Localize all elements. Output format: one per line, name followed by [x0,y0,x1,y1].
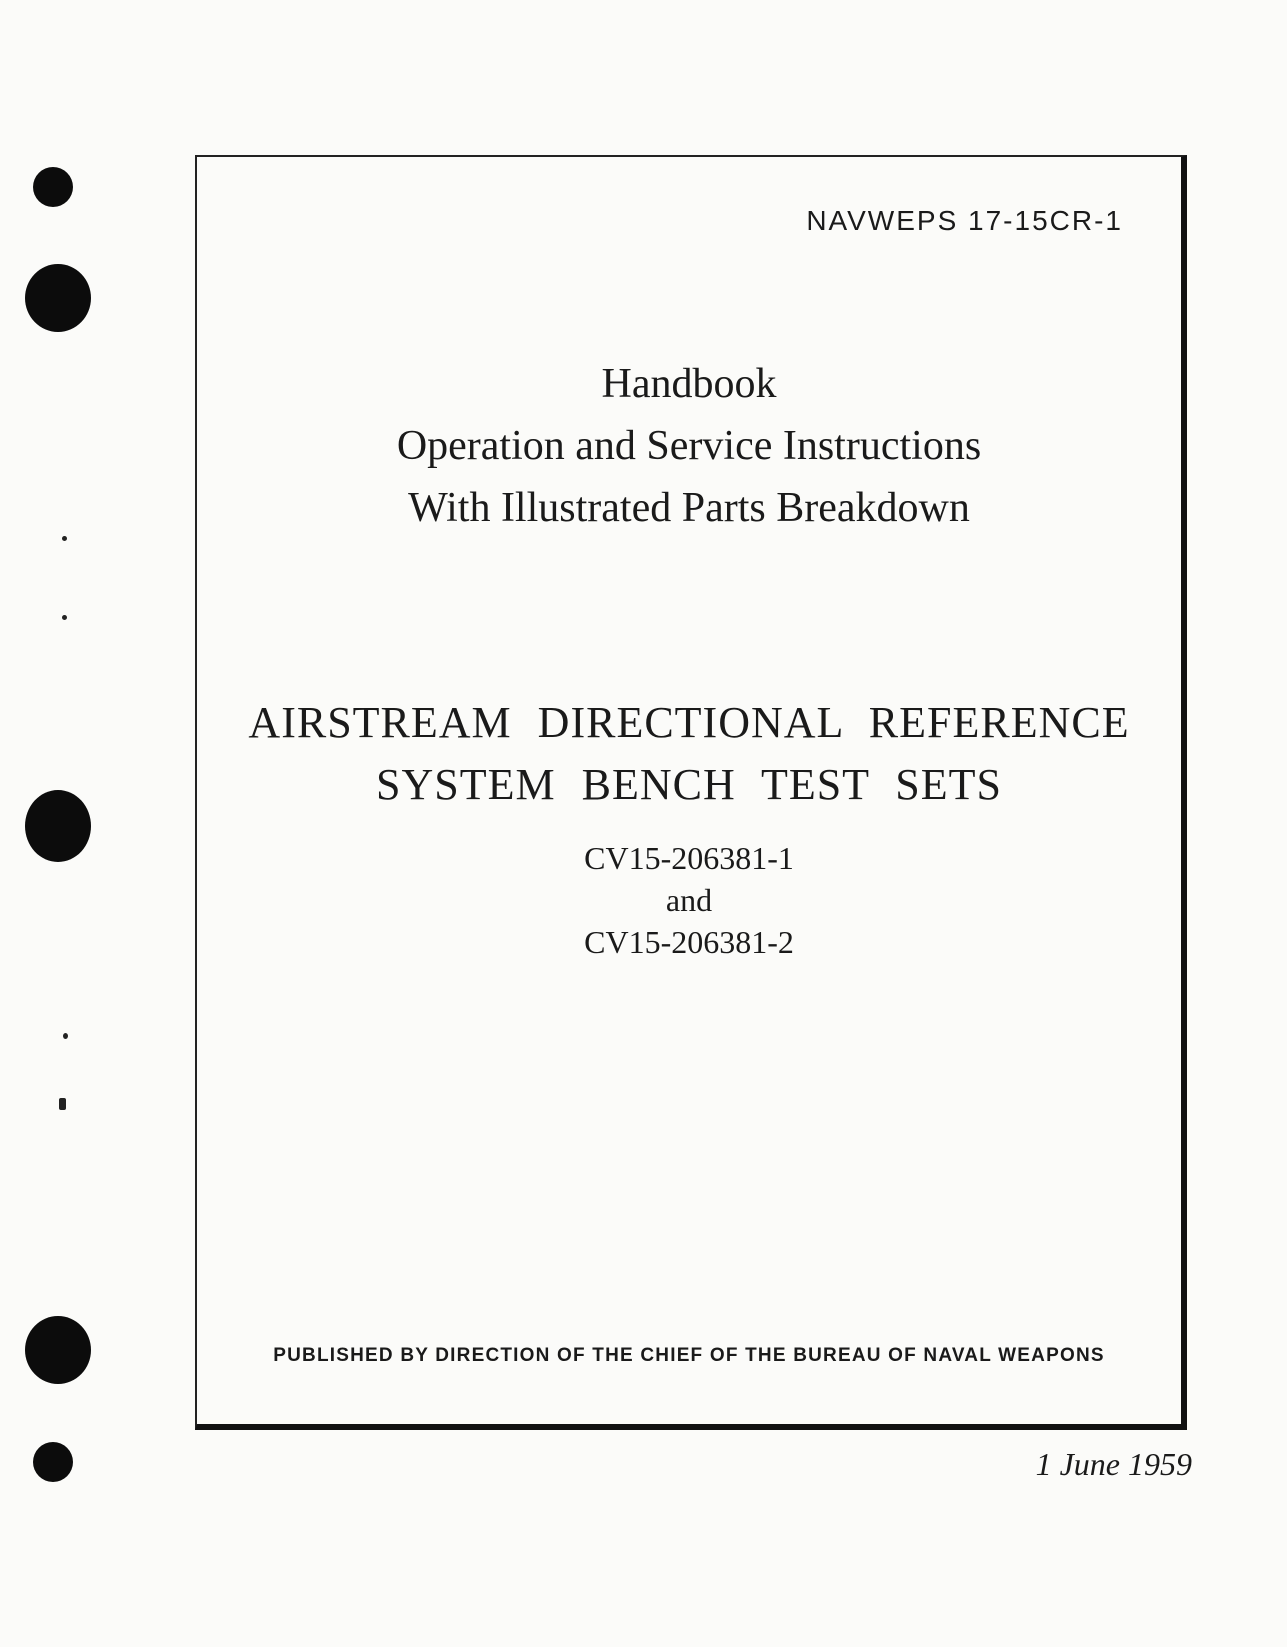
publication-date: 1 June 1959 [1035,1446,1192,1482]
model-conjunction: and [665,882,713,918]
title-line: With Illustrated Parts Breakdown [408,485,970,531]
punch-hole [33,1442,73,1482]
model-number: CV15-206381-1 [584,840,794,876]
scan-speck [59,1098,66,1110]
punch-hole [25,264,91,332]
scan-speck [62,536,67,541]
subject-block [197,692,1181,816]
title-line: Handbook [601,361,777,407]
title-block [197,353,1181,539]
scan-speck [63,1033,68,1039]
subject-line: AIRSTREAM DIRECTIONAL REFERENCE [248,698,1130,747]
model-numbers [197,837,1181,963]
punch-hole [33,167,73,207]
document-number: NAVWEPS 17-15CR-1 [806,205,1123,236]
subject-line: SYSTEM BENCH TEST SETS [376,760,1002,809]
cover-frame [195,155,1187,1430]
scan-speck [62,615,67,620]
punch-hole [25,1316,91,1384]
model-number: CV15-206381-2 [584,924,794,960]
title-line: Operation and Service Instructions [396,423,982,469]
publisher-line: PUBLISHED BY DIRECTION OF THE CHIEF OF THE BUREAU OF NAVAL WEAPONS [273,1345,1105,1366]
punch-hole [25,790,91,862]
